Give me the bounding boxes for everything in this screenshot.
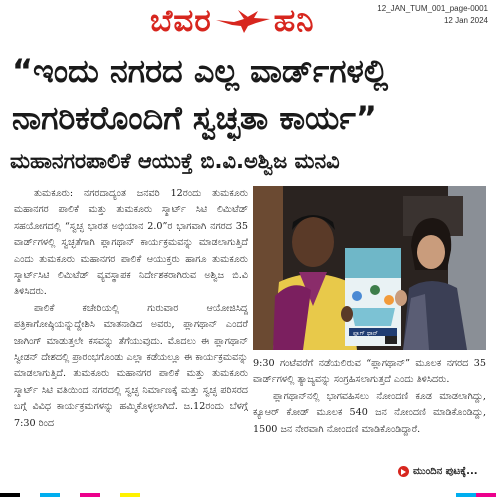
masthead: [0, 0, 496, 42]
newspaper-logo: [150, 2, 314, 40]
page-meta: [377, 3, 488, 27]
headline-line-2: ನಾಗರಿಕರೊಂದಿಗೆ ಸ್ವಚ್ಛತಾ ಕಾರ್ಯ”: [12, 99, 377, 137]
article-paragraph-1: ತುಮಕೂರು: ನಗರದಾದ್ಯಂತ ಜನವರಿ 12ರಂದು ತುಮಕೂರು ಮಹಾನಗರ ಪಾಲಿಕೆ ಮತ್ತು ತುಮಕೂರು ಸ್ಮಾರ್ಟ್ ಸಿಟಿ ಲಿಮಿಟೆಡ್ ಸಹಯೋಗದಲ್ಲಿ “ಸ್ವಚ್ಛ ಭಾರತ ಅಭಿಯಾನ 2.0”ರ ಭಾಗವಾಗಿ ನಗರದ 35 ವಾರ್ಡ್‌ಗಳಲ್ಲಿ ಸ್ವಚ್ಛತೆಗಾಗಿ ಪ್ಲಾಗಥಾನ್ ಕಾರ್ಯಕ್ರಮವನ್ನು ಮಾಡಲಾಗುತ್ತಿದೆ ಎಂದು ತುಮಕೂರು ಮಹಾನಗರ ಪಾಲಿಕೆ ಆಯುಕ್ತರು ಹಾಗೂ ತುಮಕೂರು ಸ್ಮಾರ್ಟ್‌ಸಿಟಿ ಲಿಮಿಟೆಡ್ ವ್ಯವಸ್ಥಾಪಕ ನಿರ್ದೇಶಕರಾಗಿರುವ ಅಶ್ವಿಜ ಬಿ.ವಿ ತಿಳಿಸಿದರು.: [14, 188, 248, 298]
logo-bird-icon: [214, 6, 272, 36]
play-arrow-icon: [398, 466, 409, 477]
page-code: 12_JAN_TUM_001_page-0001: [377, 4, 488, 13]
article-continuation: [253, 356, 486, 438]
article-photo: [253, 186, 486, 350]
continuation-paragraph-1: 9:30 ಗಂಟೆವರೆಗೆ ನಡೆಯಲಿರುವ “ಪ್ಲಾಗಥಾನ್” ಮೂಲಕ ನಗರದ 35 ವಾರ್ಡ್‌ಗಳಲ್ಲಿ ತ್ಯಾಜ್ಯವನ್ನು ಸಂಗ್ರಹಿಸಲಾಗುತ್ತದೆ ಎಂದು ತಿಳಿಸಿದರು.: [253, 358, 486, 386]
page-date: 12 Jan 2024: [443, 16, 488, 25]
article-paragraph-2: ಪಾಲಿಕೆ ಕಚೇರಿಯಲ್ಲಿ ಗುರುವಾರ ಆಯೋಜಿಸಿದ್ದ ಪತ್ರಿಕಾಗೋಷ್ಠಿಯನ್ನುದ್ದೇಶಿಸಿ ಮಾತನಾಡಿದ ಅವರು, ಪ್ಲಾಗಥಾನ್ ಎಂದರೆ ಜಾಗಿಂಗ್ ಮಾಡುತ್ತಲೇ ಕಸವನ್ನು ತೆಗೆಯುವುದು. ಮೊದಲು ಈ ಪ್ಲಾಗಥಾನ್ ಸ್ವೀಡನ್ ದೇಶದಲ್ಲಿ ಪ್ರಾರಂಭಗೊಂಡು ಎಲ್ಲಾ ಕಡೆಯಲ್ಲೂ ಈ ಕಾರ್ಯಕ್ರಮವನ್ನು ಮಾಡಲಾಗುತ್ತಿದೆ. ತುಮಕೂರು ಮಹಾನಗರ ಪಾಲಿಕೆ ಮತ್ತು ತುಮಕೂರು ಸ್ಮಾರ್ಟ್ ಸಿಟಿ ವತಿಯಿಂದ ನಗರದಲ್ಲಿ ಸ್ವಚ್ಛ ನಿರ್ಮಾಣಕ್ಕೆ ಮತ್ತು ಸ್ವಚ್ಛ ಪರಿಸರದ ಬಗ್ಗೆ ವಿವಿಧ ಕಾರ್ಯಕ್ರಮಗಳನ್ನು ಹಮ್ಮಿಕೊಳ್ಳಲಾಗಿದೆ. ಜ.12ರಂದು ಬೆಳಗ್ಗೆ 7:30 ರಿಂದ: [14, 302, 248, 429]
headline-line-1: “ಇಂದು ನಗರದ ಎಲ್ಲ ವಾರ್ಡ್‌ಗಳಲ್ಲಿ: [12, 52, 389, 90]
continuation-paragraph-2: ಪ್ಲಾಗಥಾನ್‌ನಲ್ಲಿ ಭಾಗವಹಿಸಲು ನೋಂದಣಿ ಕೂಡ ಮಾಡಲಾಗಿದ್ದು, ಕ್ಯೂಆರ್ ಕೋಡ್ ಮೂಲಕ 540 ಜನ ನೋಂದಣಿ ಮಾಡಿಕೊಂಡಿದ್ದು, 1500 ಜನ ನೇರವಾಗಿ ನೋಂದಣಿ ಮಾಡಿಕೊಂಡಿದ್ದಾರೆ.: [253, 390, 486, 435]
logo-text-left: ಬೆವರ: [150, 3, 212, 39]
press-photo-illustration: [253, 186, 486, 350]
poster-caption: ಪ್ಲಾಗ್ ಥಾನ್: [353, 330, 379, 337]
print-registration-bar: [0, 490, 496, 500]
logo-text-right: ಹನಿ: [273, 3, 315, 39]
continue-next-page[interactable]: [398, 466, 478, 477]
continue-label: ಮುಂದಿನ ಪುಟಕ್ಕೆ...: [413, 466, 478, 477]
article-body: [14, 186, 248, 432]
subheadline: ಮಹಾನಗರಪಾಲಿಕೆ ಆಯುಕ್ತೆ ಬಿ.ವಿ.ಅಶ್ವಿಜ ಮನವಿ: [10, 149, 340, 173]
